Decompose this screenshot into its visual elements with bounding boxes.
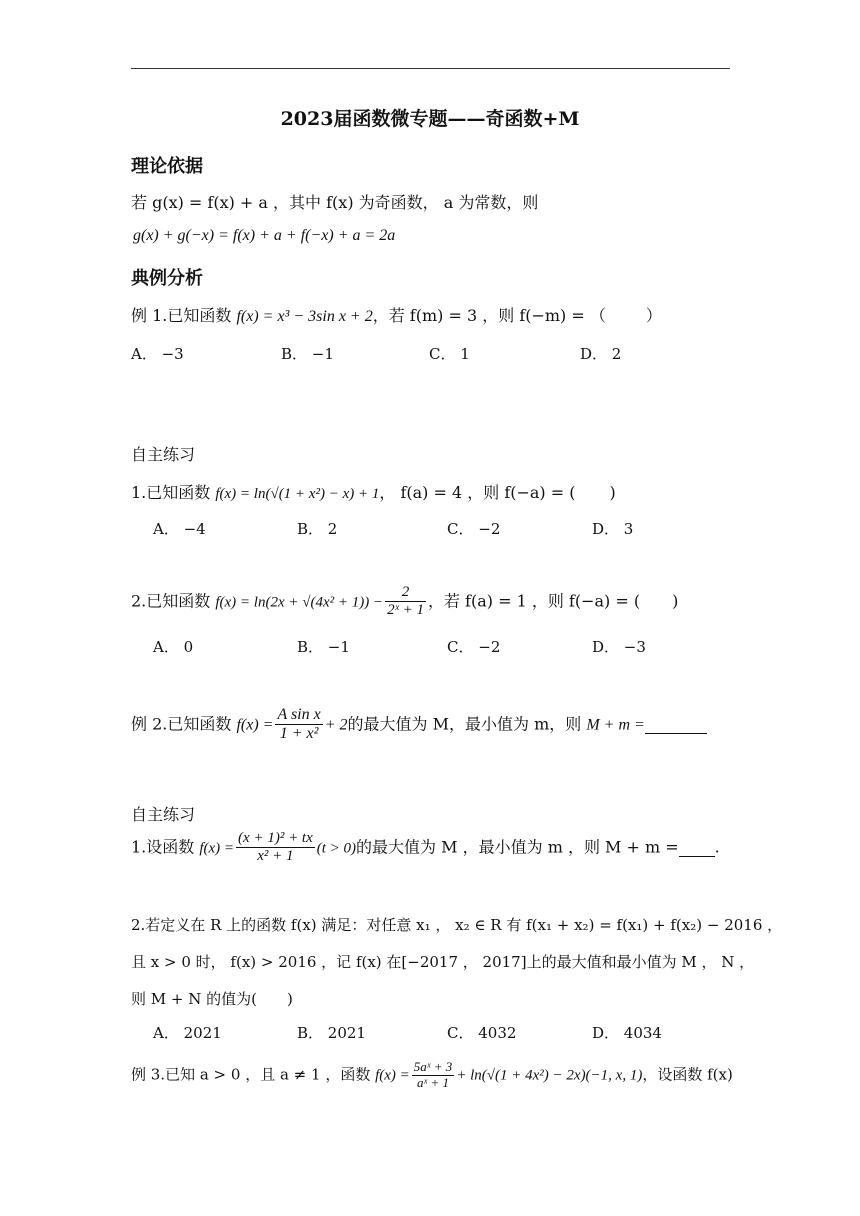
- example-3-formula-right: + ln(√(1 + 4x²) − 2x)(−1, x, 1): [456, 1067, 643, 1084]
- fraction-denominator: 2ˣ + 1: [387, 602, 424, 619]
- fraction-numerator: 2: [385, 584, 426, 602]
- practice-1-q1-prefix: 1.已知函数: [131, 483, 216, 502]
- page-title: 2023届函数微专题——奇函数+M: [280, 108, 580, 130]
- practice-2-q2-choice-d: D． 4034: [592, 1024, 662, 1042]
- example-2-formula-left: f(x) =: [236, 716, 274, 734]
- fraction-numerator: (x + 1)² + tx: [236, 830, 315, 848]
- practice-1-q2-choice-a: A． 0: [153, 638, 194, 656]
- example-2-prefix: 例 2.已知函数: [131, 714, 237, 734]
- practice-2-q2-line-1: 2.若定义在 R 上的函数 f(x) 满足：对任意 x₁ ， x₂ ∈ R 有 f(x₁ + x₂) = f(x₁) + f(x₂) − 2016 ，: [131, 916, 783, 934]
- example-1-choice-a: A． −3: [131, 345, 184, 363]
- practice-1-q2-choice-d: D． −3: [592, 638, 646, 656]
- fraction-denominator: 1 + x²: [279, 725, 319, 743]
- practice-1-q1-choice-a: A． −4: [153, 520, 206, 538]
- example-1-choice-c: C． 1: [429, 345, 470, 363]
- practice-1-q1-choice-d: D． 3: [592, 520, 634, 538]
- example-1-question: [131, 303, 662, 326]
- example-2-middle: 的最大值为 M，最小值为 m，则: [347, 714, 587, 734]
- theory-heading: 理论依据: [131, 156, 203, 177]
- theory-line-1: 若 g(x) = f(x) + a ，其中 f(x) 为奇函数， a 为常数，则: [131, 193, 539, 212]
- practice-1-q2: [131, 584, 678, 620]
- example-1-choice-b: B． −1: [281, 345, 334, 363]
- practice-1-q2-middle: ，若 f(a) = 1 ，则 f(−a) = (: [427, 591, 641, 611]
- practice-1-q1-formula: f(x) = ln(√(1 + x²) − x) + 1: [215, 486, 380, 502]
- example-2-fraction: [275, 706, 322, 744]
- practice-2-q2-line-3: [131, 988, 293, 1009]
- practice-2-q1-condition: (t > 0): [316, 840, 357, 857]
- practice-1-q1-close: ): [609, 483, 616, 502]
- example-1-formula: f(x) = x³ − 3sin x + 2: [236, 308, 373, 325]
- practice-1-heading: 自主练习: [131, 445, 196, 464]
- practice-2-q2-choice-c: C． 4032: [447, 1024, 517, 1042]
- practice-1-q1-middle: ， f(a) = 4 ，则 f(−a) = (: [379, 483, 576, 502]
- practice-2-q2-choice-b: B． 2021: [297, 1024, 366, 1042]
- example-2-tail: M + m =: [586, 716, 645, 734]
- practice-1-q1: [131, 480, 616, 503]
- example-2-formula-right: + 2: [324, 716, 348, 734]
- fraction-denominator: aˣ + 1: [417, 1074, 449, 1090]
- practice-2-q2-line-3-close: ): [286, 990, 293, 1008]
- practice-1-q2-formula: f(x) = ln(2x + √(4x² + 1)) −: [215, 594, 384, 611]
- example-1-prefix: 例 1.已知函数: [131, 306, 237, 325]
- practice-2-q1-end: .: [714, 837, 720, 857]
- example-3-prefix: 例 3.已知 a > 0 ，且 a ≠ 1 ，函数: [131, 1065, 376, 1084]
- practice-1-q2-choice-c: C． −2: [447, 638, 501, 656]
- header-rule: [131, 68, 730, 69]
- example-2-question: [131, 706, 707, 744]
- practice-2-q1: [131, 830, 720, 866]
- example-3-formula-left: f(x) =: [375, 1067, 410, 1084]
- practice-2-heading: 自主练习: [131, 805, 196, 824]
- examples-heading: 典例分析: [131, 268, 203, 289]
- practice-1-q1-choice-b: B． 2: [297, 520, 338, 538]
- theory-line-2: g(x) + g(−x) = f(x) + a + f(−x) + a = 2a: [133, 227, 396, 244]
- practice-1-q2-fraction: [385, 584, 426, 620]
- fraction-numerator: 5aˣ + 3: [413, 1059, 453, 1074]
- answer-blank: [645, 714, 707, 734]
- practice-1-q1-choice-c: C． −2: [447, 520, 501, 538]
- example-1-middle: ，若 f(m) = 3 ，则 f(−m) = （: [372, 306, 606, 325]
- example-1-close: ）: [645, 306, 662, 325]
- practice-2-q1-fraction: [236, 830, 315, 866]
- practice-2-q2-line-2: 且 x > 0 时， f(x) > 2016 ，记 f(x) 在[−2017 ， 2017]上的最大值和最小值为 M ， N ，: [131, 953, 755, 971]
- practice-2-q2-line-3-text: 则 M + N 的值为(: [131, 990, 257, 1008]
- fraction-numerator: A sin x: [275, 706, 322, 725]
- practice-1-q2-close: ): [672, 591, 679, 611]
- practice-2-q1-middle: 的最大值为 M ，最小值为 m ，则 M + m =: [356, 837, 679, 857]
- answer-blank: [679, 837, 715, 857]
- practice-2-q1-prefix: 1.设函数: [131, 837, 200, 857]
- practice-2-q1-formula-left: f(x) =: [199, 840, 235, 857]
- example-3-fraction: [412, 1060, 454, 1091]
- example-1-choice-d: D． 2: [580, 345, 622, 363]
- fraction-denominator: x² + 1: [257, 848, 294, 865]
- practice-2-q2-choice-a: A． 2021: [153, 1024, 222, 1042]
- practice-1-q2-choice-b: B． −1: [297, 638, 350, 656]
- example-3-question: [131, 1060, 733, 1091]
- example-3-tail: ，设函数 f(x): [642, 1065, 733, 1084]
- practice-1-q2-prefix: 2.已知函数: [131, 591, 216, 611]
